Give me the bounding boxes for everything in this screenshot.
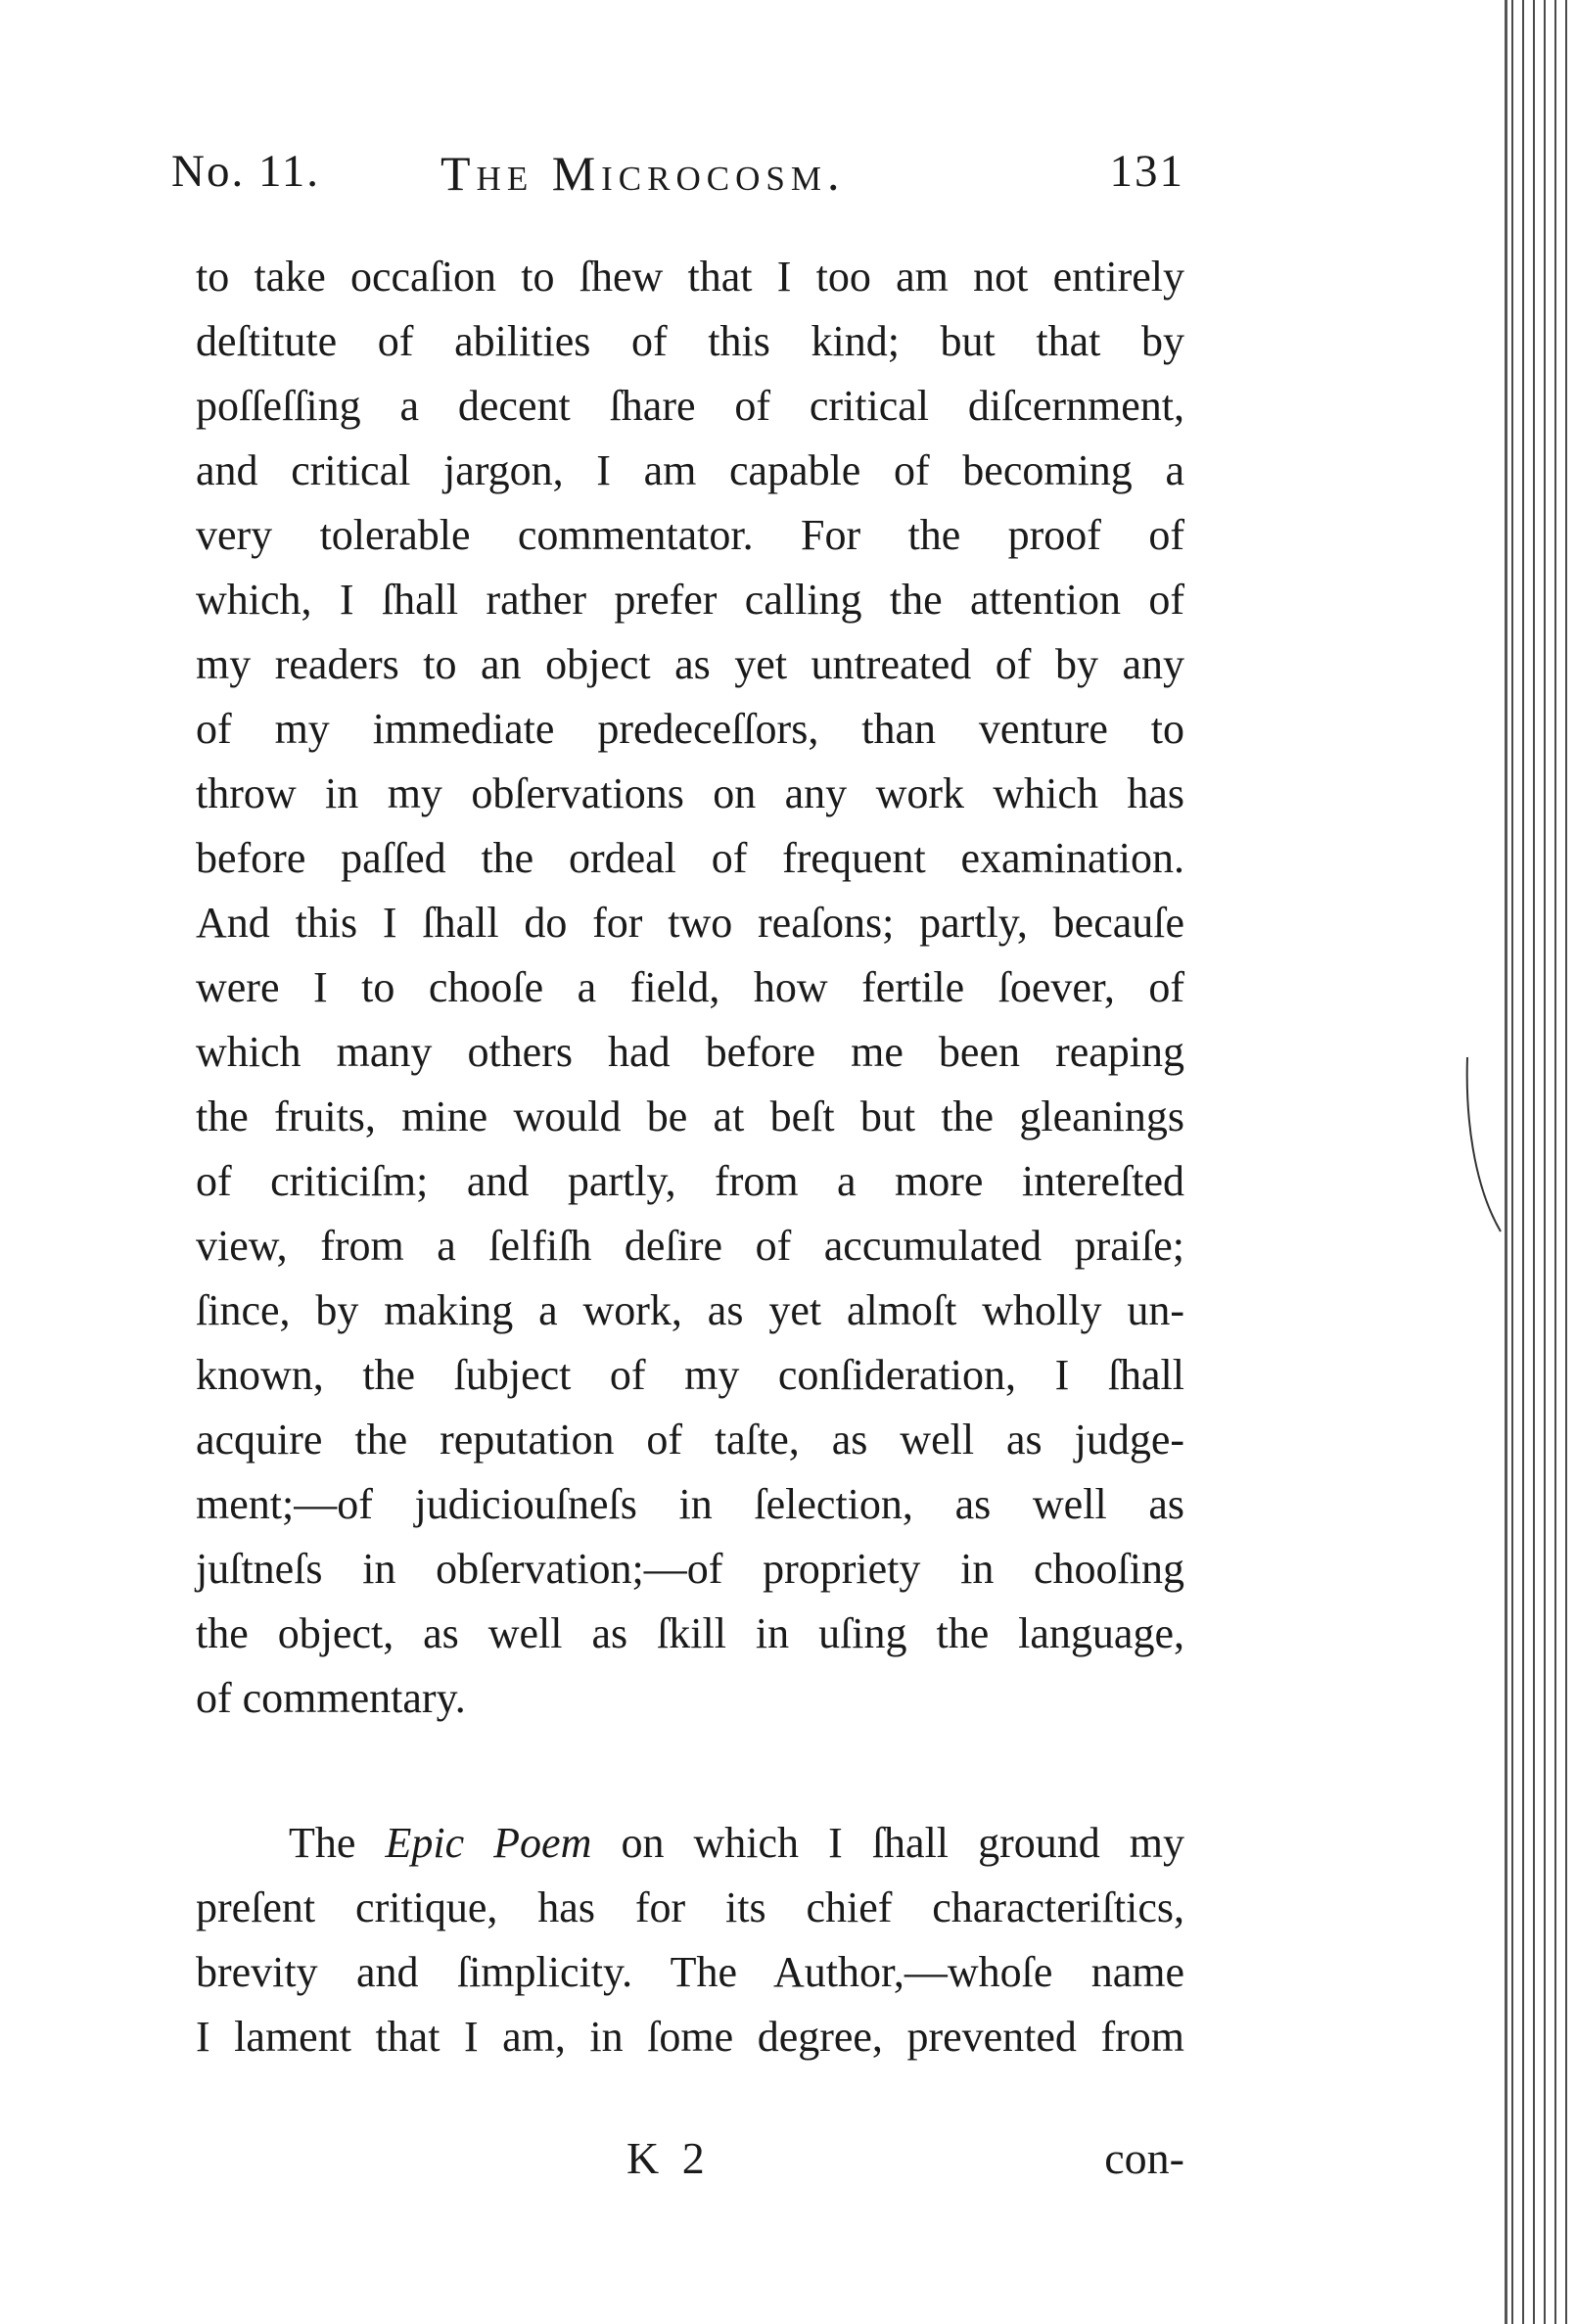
text-line: the fruits, mine would be at beſt but the gleanings bbox=[196, 1092, 1184, 1140]
page-number: 131 bbox=[1109, 146, 1184, 197]
paragraph-2 bbox=[196, 1811, 1184, 2069]
paragraph-1 bbox=[196, 245, 1184, 1731]
text-line: were I to chooſe a field, how fertile ſoever, of bbox=[196, 963, 1184, 1011]
text-line: juſtneſs in obſervation;—of propriety in chooſing bbox=[196, 1545, 1184, 1593]
book-binding-edge bbox=[1507, 0, 1576, 2324]
text-line: deſtitute of abilities of this kind; but that by bbox=[196, 317, 1184, 365]
text-run: The bbox=[289, 1819, 386, 1867]
text-line: before paſſed the ordeal of frequent examination. bbox=[196, 834, 1184, 882]
text-line: and critical jargon, I am capable of becoming a bbox=[196, 446, 1184, 494]
text-line: acquire the reputation of taſte, as well as judge- bbox=[196, 1416, 1184, 1464]
text-line: throw in my obſervations on any work which has bbox=[196, 769, 1184, 817]
signature-mark: K 2 bbox=[626, 2133, 711, 2183]
text-line: which, I ſhall rather prefer calling the attention of bbox=[196, 576, 1184, 624]
running-header bbox=[171, 145, 1184, 213]
text-line: view, from a ſelfiſh deſire of accumulated praiſe; bbox=[196, 1222, 1184, 1270]
text-line: And this I ſhall do for two reaſons; partly, becauſe bbox=[196, 899, 1184, 947]
text-line: poſſeſſing a decent ſhare of critical diſcernment, bbox=[196, 382, 1184, 430]
text-line: I lament that I am, in ſome degree, prevented from bbox=[196, 2013, 1184, 2061]
text-line: ſince, by making a work, as yet almoſt wholly un- bbox=[196, 1286, 1184, 1334]
page-curl-mark bbox=[1463, 1057, 1503, 1233]
text-line: ment;—of judiciouſneſs in ſelection, as well as bbox=[196, 1480, 1184, 1528]
text-line: preſent critique, has for its chief characteriſtics, bbox=[196, 1883, 1184, 1931]
text-line: brevity and ſimplicity. The Author,—whoſe name bbox=[196, 1948, 1184, 1996]
text-line: my readers to an object as yet untreated of by any bbox=[196, 640, 1184, 688]
text-line: of my immediate predeceſſors, than venture to bbox=[196, 705, 1184, 753]
text-line: of commentary. bbox=[196, 1674, 466, 1722]
text-run: on which I ſhall ground my bbox=[591, 1819, 1185, 1867]
running-title: The Microcosm. bbox=[440, 146, 846, 201]
text-line: very tolerable commentator. For the proof of bbox=[196, 511, 1184, 559]
epic-poem-italic: Epic Poem bbox=[385, 1819, 592, 1867]
catchword: con- bbox=[1104, 2133, 1184, 2183]
text-line: which many others had before me been reaping bbox=[196, 1028, 1184, 1076]
text-line: known, the ſubject of my conſideration, I ſhall bbox=[196, 1351, 1184, 1399]
text-line: to take occaſion to ſhew that I too am not entirely bbox=[196, 253, 1184, 301]
text-line: of criticiſm; and partly, from a more intereſted bbox=[196, 1157, 1184, 1205]
text-line: the object, as well as ſkill in uſing the language, bbox=[196, 1609, 1184, 1657]
text-line bbox=[196, 1811, 1184, 1876]
issue-number: No. 11. bbox=[171, 146, 320, 197]
page-footer bbox=[626, 2132, 1184, 2201]
